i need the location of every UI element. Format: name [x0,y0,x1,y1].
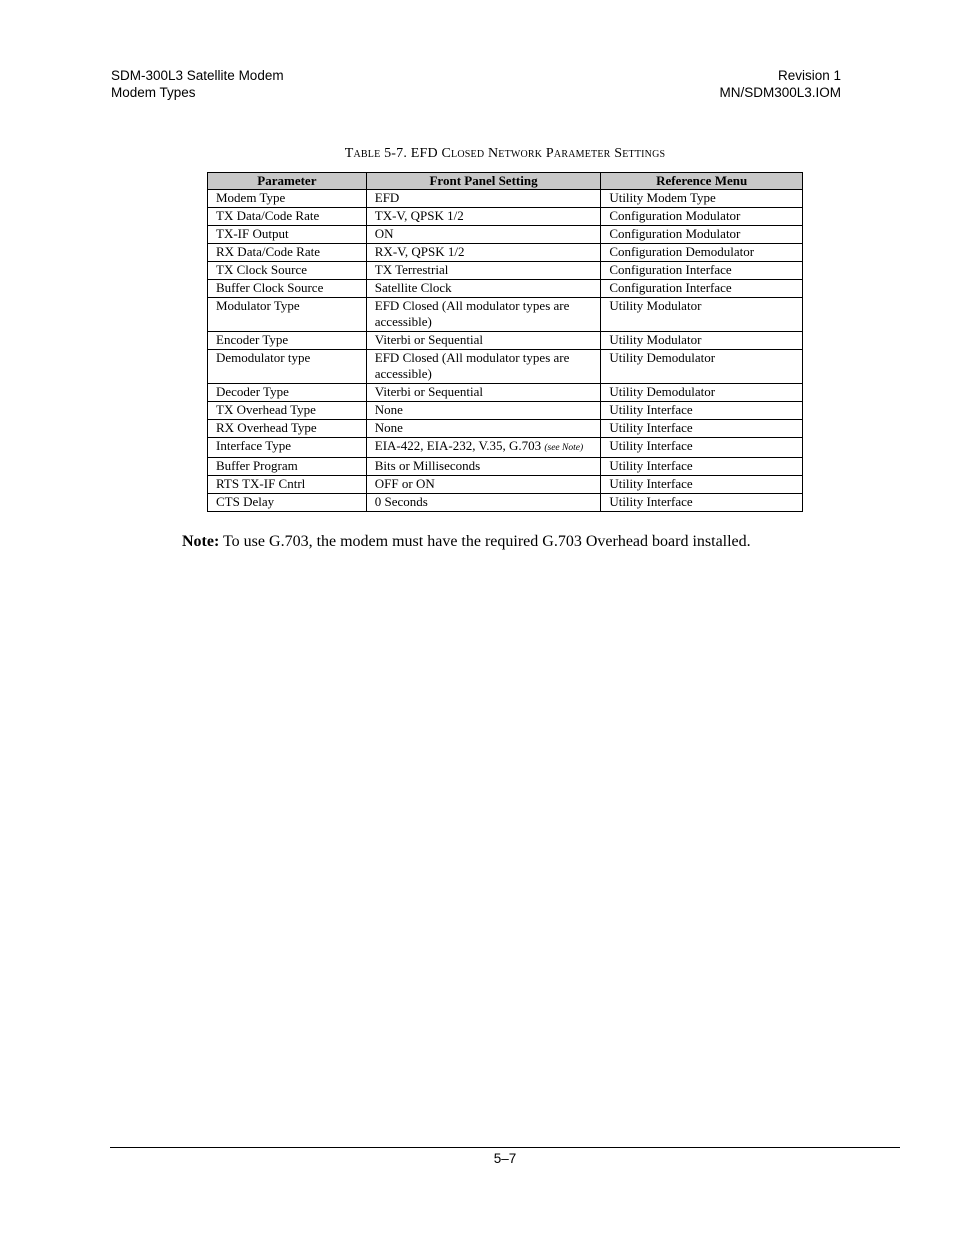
cell-parameter: RX Overhead Type [208,420,367,438]
cell-menu: Configuration Interface [601,280,803,298]
see-note-reference: (see Note) [544,443,584,453]
note-label: Note: [182,533,220,550]
cell-setting: Viterbi or Sequential [366,384,601,402]
column-header-reference-menu: Reference Menu [601,173,803,190]
cell-menu: Utility Interface [601,458,803,476]
table-row [208,280,803,298]
cell-parameter: CTS Delay [208,494,367,512]
cell-parameter: Buffer Clock Source [208,280,367,298]
cell-parameter: RTS TX-IF Cntrl [208,476,367,494]
g703-note [182,532,862,552]
cell-parameter: TX Clock Source [208,262,367,280]
page-number: 5–7 [493,1151,517,1166]
cell-setting: EFD [366,190,601,208]
cell-menu: Utility Interface [601,402,803,420]
cell-parameter: TX-IF Output [208,226,367,244]
cell-menu: Utility Demodulator [601,350,803,384]
table-header-row [208,173,803,190]
cell-setting: ON [366,226,601,244]
cell-menu: Utility Interface [601,476,803,494]
column-header-front-panel-setting: Front Panel Setting [366,173,601,190]
cell-parameter: Decoder Type [208,384,367,402]
table-row [208,332,803,350]
cell-parameter: RX Data/Code Rate [208,244,367,262]
table-row [208,190,803,208]
cell-parameter: Buffer Program [208,458,367,476]
table-caption: Table 5-7. EFD Closed Network Parameter Settings [344,146,666,161]
page-header-left [111,67,284,101]
cell-setting: RX-V, QPSK 1/2 [366,244,601,262]
cell-menu: Utility Modulator [601,332,803,350]
cell-parameter: TX Data/Code Rate [208,208,367,226]
cell-menu: Configuration Modulator [601,208,803,226]
cell-setting: EFD Closed (All modulator types are accessible) [366,350,601,384]
cell-parameter: Modulator Type [208,298,367,332]
cell-menu: Utility Demodulator [601,384,803,402]
table-row [208,476,803,494]
cell-menu: Configuration Demodulator [601,244,803,262]
table-row [208,458,803,476]
cell-setting: EFD Closed (All modulator types are accessible) [366,298,601,332]
cell-setting: Satellite Clock [366,280,601,298]
table-row [208,420,803,438]
cell-menu: Configuration Modulator [601,226,803,244]
table-row [208,350,803,384]
cell-menu: Utility Interface [601,420,803,438]
document-title: SDM-300L3 Satellite Modem [111,68,284,83]
cell-menu: Utility Interface [601,494,803,512]
revision-label: Revision 1 [777,68,841,83]
cell-setting: Viterbi or Sequential [366,332,601,350]
document-number: MN/SDM300L3.IOM [719,85,841,100]
cell-setting: Bits or Milliseconds [366,458,601,476]
footer-divider [110,1147,900,1148]
table-row [208,384,803,402]
cell-parameter: Encoder Type [208,332,367,350]
table-row [208,402,803,420]
column-header-parameter: Parameter [208,173,367,190]
cell-menu: Utility Modem Type [601,190,803,208]
cell-parameter: Interface Type [208,438,367,458]
cell-setting: TX Terrestrial [366,262,601,280]
note-text: To use G.703, the modem must have the required G.703 Overhead board installed. [219,533,751,550]
table-row [208,494,803,512]
cell-menu: Configuration Interface [601,262,803,280]
table-row [208,244,803,262]
cell-menu: Utility Modulator [601,298,803,332]
table-row [208,226,803,244]
page-header-right [719,67,841,101]
interface-type-value: EIA-422, EIA-232, V.35, G.703 [374,438,542,453]
cell-setting: OFF or ON [366,476,601,494]
cell-setting [366,438,601,458]
table-row [208,298,803,332]
table-row [208,208,803,226]
parameter-settings-table [207,172,803,512]
cell-parameter: TX Overhead Type [208,402,367,420]
cell-menu: Utility Interface [601,438,803,458]
cell-setting: None [366,402,601,420]
cell-setting: TX-V, QPSK 1/2 [366,208,601,226]
cell-setting: None [366,420,601,438]
table-row [208,262,803,280]
section-title: Modem Types [111,85,196,100]
cell-setting: 0 Seconds [366,494,601,512]
cell-parameter: Modem Type [208,190,367,208]
cell-parameter: Demodulator type [208,350,367,384]
table-row [208,438,803,458]
